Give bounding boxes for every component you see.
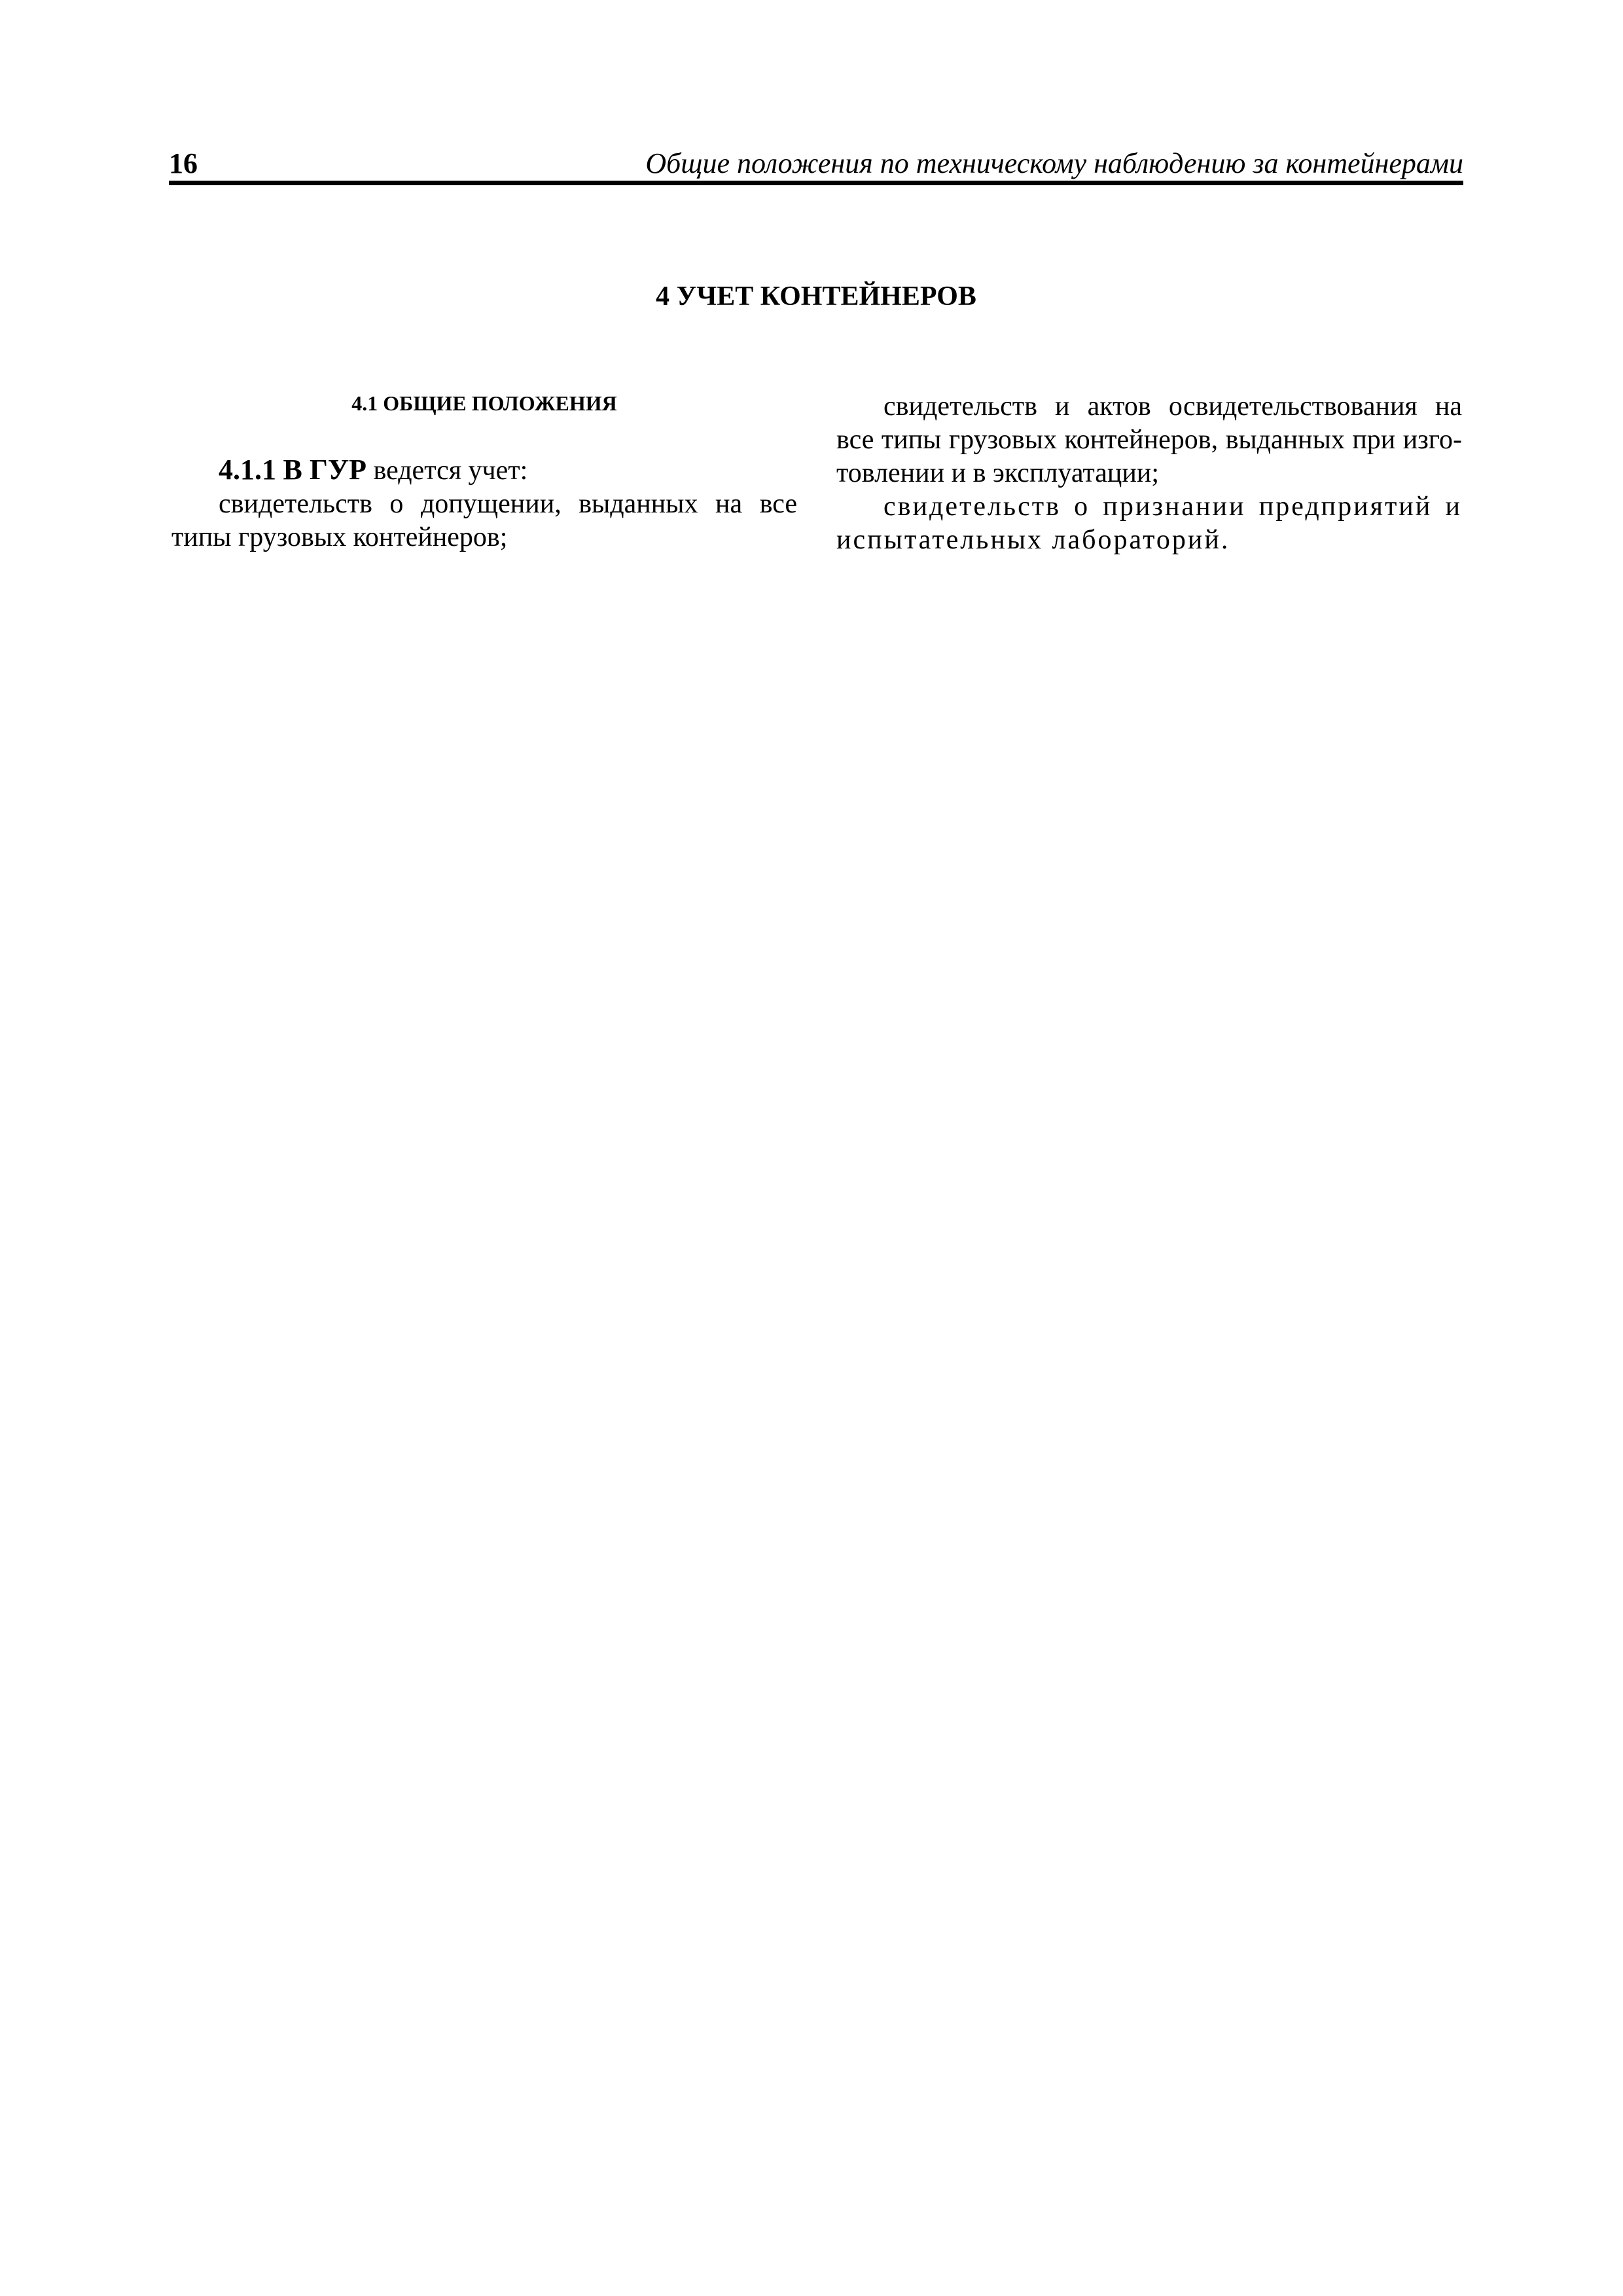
- list-item: свидетельств и актов освидетельствования на все типы грузовых контейнеров, выданных при изго-товлении и в эксплуатации;: [836, 391, 1462, 488]
- section-heading: [171, 390, 797, 416]
- page-number: 16: [169, 147, 198, 179]
- section-title: ОБЩИЕ ПОЛОЖЕНИЯ: [383, 391, 617, 415]
- section-number: 4.1: [351, 391, 378, 415]
- page-header: [169, 141, 1463, 185]
- right-column: [836, 390, 1462, 557]
- clause-number: 4.1.1: [219, 454, 276, 486]
- list-item: свидетельств о признании предприятий и испытательных лабораторий.: [836, 492, 1462, 555]
- clause-subject: В ГУР: [283, 454, 367, 486]
- chapter-title: 4 УЧЕТ КОНТЕЙНЕРОВ: [656, 281, 976, 312]
- running-title: Общие положения по техническому наблюдению за контейнерами: [645, 147, 1463, 179]
- list-item: свидетельств о допущении, выданных на все типы грузовых контейнеров;: [171, 489, 797, 552]
- left-column: [171, 390, 797, 554]
- clause-text: ведется учет:: [366, 456, 528, 486]
- clause-paragraph: [171, 453, 797, 488]
